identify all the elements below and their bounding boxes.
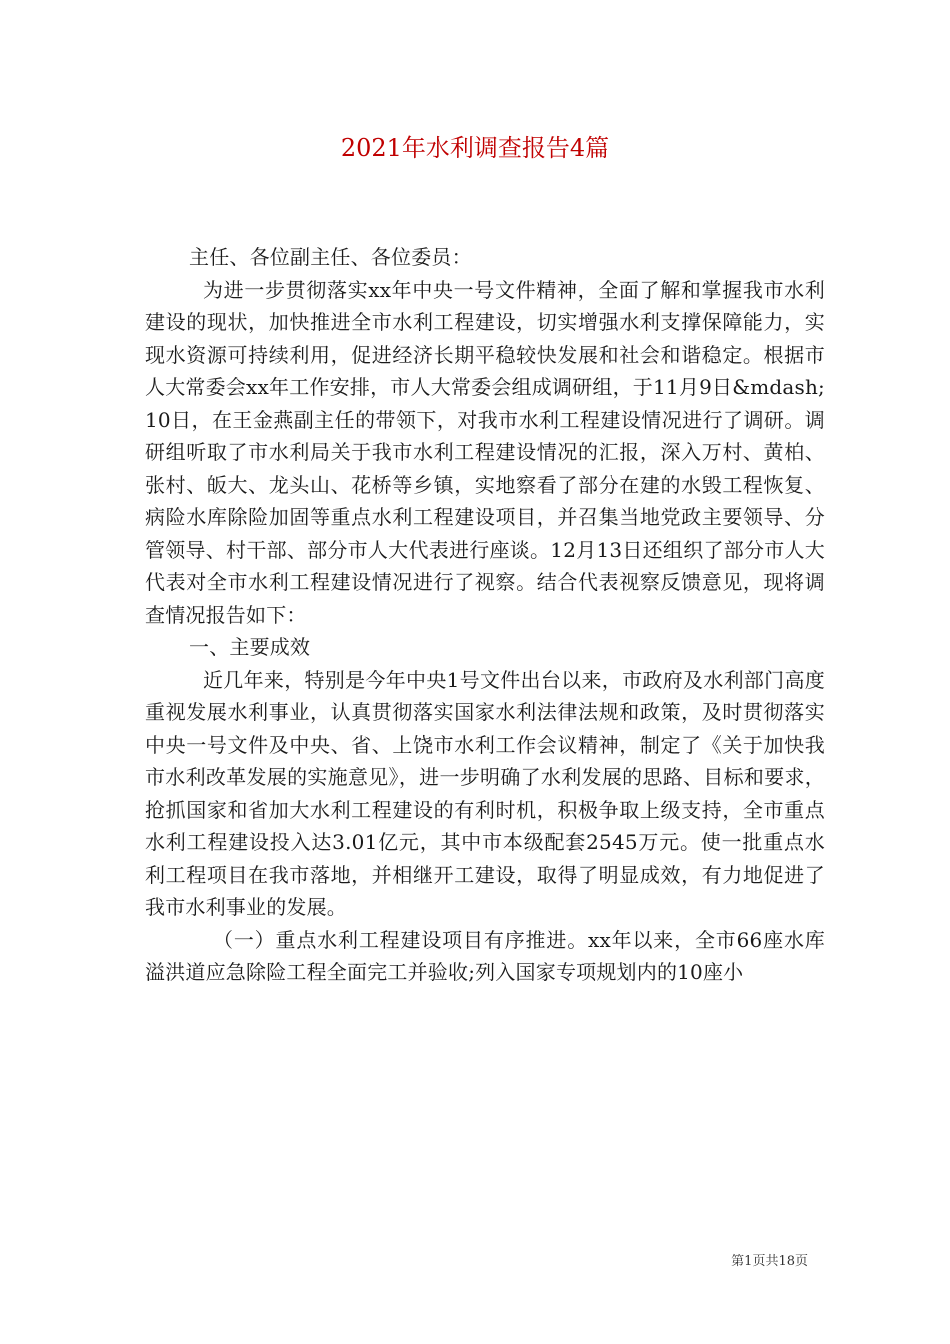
page-number-footer: 第1页共18页 (731, 1254, 808, 1269)
section-heading-main-achievements: 一、主要成效 (189, 635, 311, 659)
paragraph-intro: 为进一步贯彻落实xx年中央一号文件精神，全面了解和掌握我市水利建设的现状，加快推进全市水利工程建设，切实增强水利支撑保障能力，实现水资源可持续利用，促进经济长期平稳较快发展和社会和谐稳定。根据市人大常委会xx年工作安排，市人大常委会组成调研组，于11月9日&mdash;10日，在王金燕副主任的带领下，对我市水利工程建设情况进行了调研。调研组听取了市水利局关于我市水利工程建设情况的汇报，深入万村、黄柏、张村、皈大、龙头山、花桥等乡镇，实地察看了部分在建的水毁工程恢复、病险水库除险加固等重点水利工程建设项目，并召集当地党政主要领导、分管领导、村干部、部分市人大代表进行座谈。12月13日还组织了部分市人大代表对全市水利工程建设情况进行了视察。结合代表视察反馈意见，现将调查情况报告如下： (145, 277, 825, 627)
document-title: 2021年水利调查报告4篇 (340, 134, 610, 162)
document-body (145, 241, 825, 989)
salutation: 主任、各位副主任、各位委员： (189, 245, 472, 269)
paragraph-achievements: 近几年来，特别是今年中央1号文件出台以来，市政府及水利部门高度重视发展水利事业，认真贯彻落实国家水利法律法规和政策，及时贯彻落实中央一号文件及中央、省、上饶市水利工作会议精神，制定了《关于加快我市水利改革发展的实施意见》，进一步明确了水利发展的思路、目标和要求，抢抓国家和省加大水利工程建设的有利时机，积极争取上级支持，全市重点水利工程建设投入达3.01亿元，其中市本级配套2545万元。使一批重点水利工程项目在我市落地，并相继开工建设，取得了明显成效，有力地促进了我市水利事业的发展。 (145, 667, 825, 919)
paragraph-key-projects: （一）重点水利工程建设项目有序推进。xx年以来，全市66座水库溢洪道应急除险工程全面完工并验收;列入国家专项规划内的10座小 (145, 927, 825, 984)
